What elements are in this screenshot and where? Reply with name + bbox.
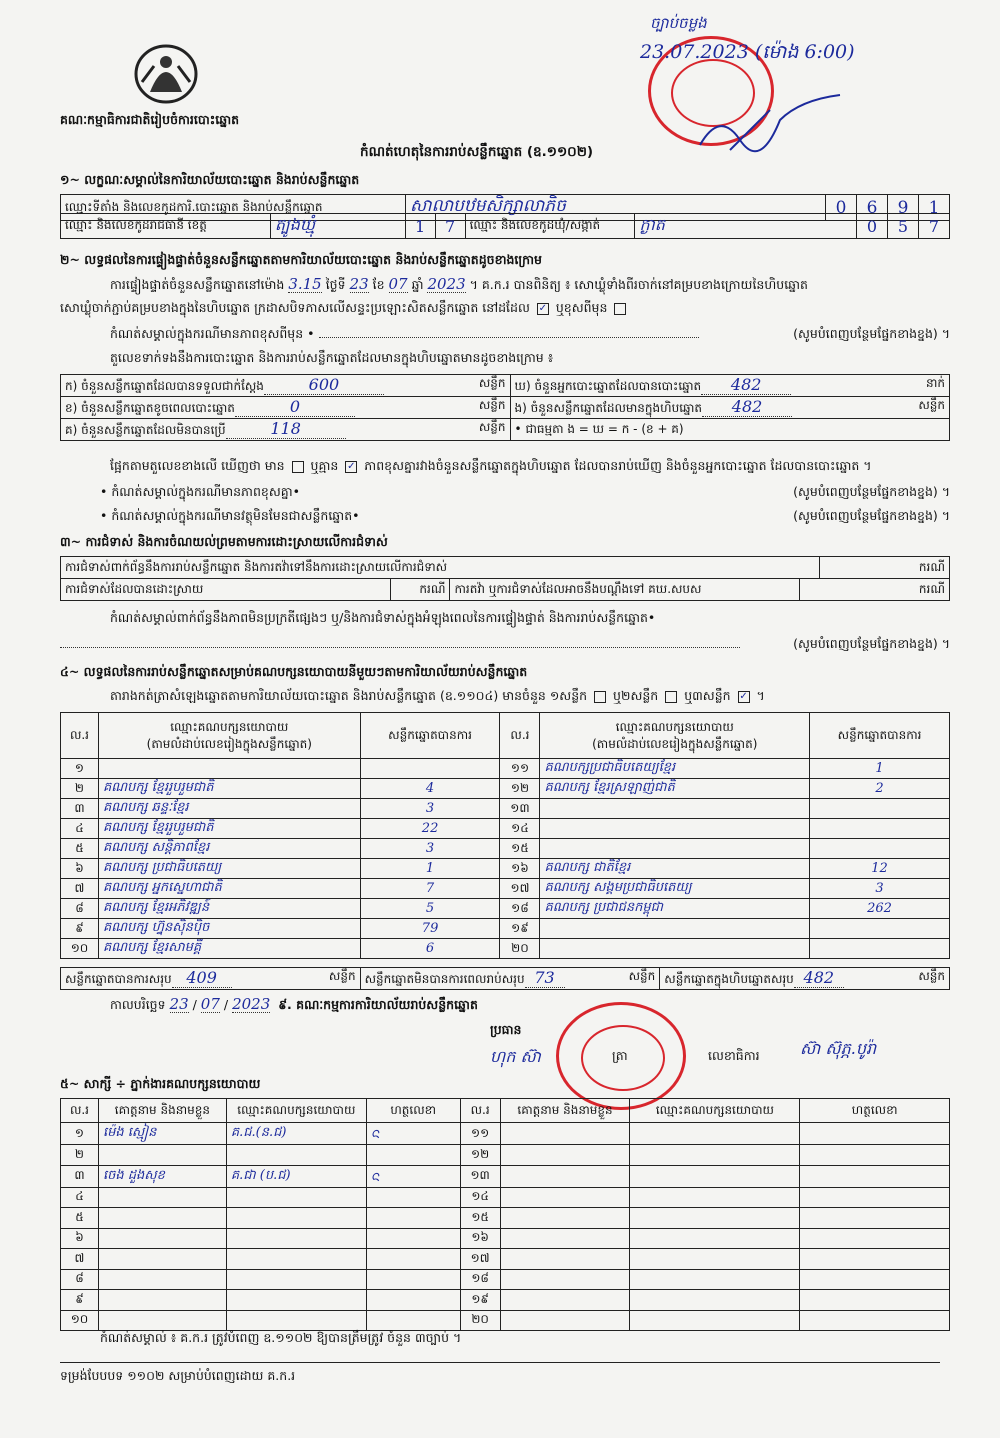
party-header-text: ឈ្មោះគណបក្សនយោបាយ <box>170 719 289 734</box>
witness-name <box>98 1310 226 1331</box>
seal-check-text: សោឃ្លុំចាក់ភ្ជាប់គម្របខាងក្នុងនៃហិបឆ្នោត ក្រដាសបិទភាសលើសន្ទះប្រឡោះសិតសន្លឹកឆ្នោត នៅដដែល <box>60 300 530 315</box>
party-votes: 79 <box>360 919 500 939</box>
unit-label: សន្លឹក <box>478 398 506 412</box>
polling-station-label: ឈ្មោះទីតាំង និងលេខកូដការិ.បោះឆ្នោត និងរាប់សន្លឹកឆ្នោត <box>61 195 406 221</box>
invalid-total-value: 73 <box>525 968 565 988</box>
spoiled-ballots-label: ខ) ចំនួនសន្លឹកឆ្នោតខូចពេលបោះឆ្នោត <box>65 401 235 415</box>
box-ballots-label: ង) ចំនួនសន្លឹកឆ្នោតដែលមានក្នុងហិបឆ្នោត <box>514 401 703 415</box>
row-no: ១៨ <box>460 1269 500 1290</box>
row-no: ១៨ <box>500 899 540 919</box>
party-votes: 262 <box>810 899 950 919</box>
witness-signature <box>800 1249 950 1270</box>
row-no: ៨ <box>61 899 99 919</box>
party-votes: 12 <box>810 859 950 879</box>
row-no: ៩ <box>61 919 99 939</box>
province-name: ត្បូងឃ្មុំ <box>274 215 316 234</box>
date-day: 23 <box>169 995 189 1013</box>
witness-name: ម៉េង ស្មៀន <box>98 1123 226 1145</box>
row-no: ១៦ <box>460 1228 500 1249</box>
witness-signature <box>366 1310 460 1331</box>
party-name: គណបក្ស សង្គមប្រជាធិបតេយ្យ <box>540 879 810 899</box>
witness-party <box>630 1290 800 1311</box>
witness-signature <box>800 1310 950 1331</box>
witness-name <box>98 1208 226 1229</box>
witness-signature <box>800 1165 950 1187</box>
table-row <box>61 799 950 819</box>
verify-day: 23 <box>349 275 369 293</box>
row-no: ១៤ <box>460 1187 500 1208</box>
table-row <box>61 859 950 879</box>
col-no-header: ល.រ <box>61 1099 99 1123</box>
row-no: ៧ <box>61 879 99 899</box>
foreign-object-note <box>100 508 950 524</box>
table-row <box>61 899 950 919</box>
witness-name <box>500 1187 630 1208</box>
appeal-label: ការតវ៉ា ឬការជំទាស់ដែលអាចនឹងបណ្ដឹងទៅ គឃ.សបស <box>450 579 800 601</box>
day-label: ថ្ងៃទី <box>325 277 346 292</box>
discrepancy-note <box>100 484 950 500</box>
witness-party <box>226 1145 366 1166</box>
two-sheet-label: ឬ២សន្លឹក <box>613 688 659 703</box>
discrepancy-line <box>110 458 872 474</box>
row-no: ៤ <box>61 1187 99 1208</box>
party-votes <box>810 799 950 819</box>
unchanged-checkbox[interactable]: ✓ <box>538 302 548 314</box>
difference-note-label: កំណត់សម្គាល់ក្នុងករណីមានភាពខុសពីមុន • <box>110 326 315 341</box>
seal-check-line <box>60 300 629 316</box>
section5-heading: ៥~ សាក្សី ÷ ភ្នាក់ងារគណបក្សនយោបាយ <box>60 1076 261 1091</box>
witness-signature <box>366 1145 460 1166</box>
witness-signature <box>800 1269 950 1290</box>
table-row <box>61 919 950 939</box>
chair-signature: ហុក ស៊ា <box>490 1047 541 1066</box>
party-votes: 3 <box>360 839 500 859</box>
station-code-digit: 6 <box>857 195 888 221</box>
year-label: ឆ្នាំ <box>411 277 424 292</box>
ballot-figures-table <box>60 374 950 441</box>
party-votes: 2 <box>810 779 950 799</box>
witness-name <box>98 1187 226 1208</box>
unit-label: សន្លឹក <box>328 969 356 983</box>
polling-station-name: សាលាបឋមសិក្សាលាភិច <box>410 196 566 216</box>
party-name: គណបក្ស ខ្មែរស្រឡាញ់ជាតិ <box>540 779 810 799</box>
resolved-label: ការជំទាស់ដែលបានដោះស្រាយ <box>61 579 391 601</box>
section1-table-row2 <box>60 213 950 239</box>
row-no: ២ <box>61 1145 99 1166</box>
party-votes: 5 <box>360 899 500 919</box>
witness-signature: ᨶ <box>366 1123 460 1145</box>
row-no: ១៧ <box>460 1249 500 1270</box>
col-party-header <box>98 713 360 759</box>
party-name: គណបក្សប្រជាធិបតេយ្យខ្មែរ <box>540 759 810 779</box>
party-name <box>540 819 810 839</box>
col-name-header: គោត្តនាម និងនាមខ្លួន <box>98 1099 226 1123</box>
irregularity-note: កំណត់សម្គាល់ពាក់ព័ន្ធនឹងភាពមិនប្រក្រតីផ្សេងៗ ឬ/និងការជំទាស់ក្នុងអំឡុងពេលនៃការផ្ទៀងផ្ទាត់ និងការរាប់សន្លឹកឆ្នោត• <box>110 610 656 625</box>
party-name: គណបក្ស ខ្មែរអភិវឌ្ឍន៍ <box>98 899 360 919</box>
witness-signature <box>800 1228 950 1249</box>
table-row <box>61 1228 950 1249</box>
unused-ballots-label: គ) ចំនួនសន្លឹកឆ្នោតដែលមិនបានប្រើ <box>65 423 226 437</box>
row-no: ១៥ <box>460 1208 500 1229</box>
witness-party: គ.ជា (ប.ជ) <box>226 1165 366 1187</box>
unused-ballots-value: 118 <box>226 419 346 439</box>
table-row <box>61 879 950 899</box>
party-name: គណបក្ស ខ្មែររួបរួមជាតិ <box>98 819 360 839</box>
unit-label: សន្លឹក <box>918 969 945 983</box>
witness-signature <box>366 1269 460 1290</box>
row-no: ១០ <box>61 939 99 959</box>
seal-label: ត្រា <box>612 1048 628 1063</box>
party-votes: 6 <box>360 939 500 959</box>
case-label: ករណី <box>390 579 450 601</box>
col-votes-header: សន្លឹកឆ្នោតបានការ <box>810 713 950 759</box>
party-name: គណបក្ស ខ្មែរសាមគ្គី <box>98 939 360 959</box>
verify-time-line <box>110 276 808 293</box>
foreign-object-label: • កំណត់សម្គាល់ក្នុងករណីមានវត្ថុមិនមែនជាសន្លឹកឆ្នោត• <box>100 508 360 523</box>
verify-time-text: ការផ្ទៀងផ្ទាត់ចំនួនសន្លឹកឆ្នោតនៅម៉ោង <box>110 277 285 292</box>
party-name: គណបក្ស ហ្វ៊ុនស៊ិនប៉ិច <box>98 919 360 939</box>
witness-party <box>226 1290 366 1311</box>
witness-signature: ᨶ <box>366 1165 460 1187</box>
footnote: កំណត់សម្គាល់ ៖ គ.ក.រ ត្រូវបំពេញ ឧ.១១០២ ឱ្យបានត្រឹមត្រូវ ចំនួន ៣ច្បាប់ ។ <box>100 1330 462 1345</box>
witness-signature <box>366 1249 460 1270</box>
col-no-header: ល.រ <box>460 1099 500 1123</box>
complaints-table <box>60 556 950 579</box>
row-no: ៤ <box>61 819 99 839</box>
row-no: ៦ <box>61 859 99 879</box>
figures-intro: តួលេខទាក់ទងនឹងការបោះឆ្នោត និងការរាប់សន្លឹកឆ្នោតដែលមានក្នុងហិបឆ្នោតមានដូចខាងក្រោម ៖ <box>110 350 554 365</box>
verify-year: 2023 <box>427 275 466 293</box>
invalid-total-label: សន្លឹកឆ្នោតមិនបានការពេលរាប់សរុប <box>364 972 525 986</box>
section2-heading: ២~ លទ្ធផលនៃការផ្ទៀងផ្ទាត់ចំនួនសន្លឹកឆ្នោតតាមការិយាល័យបោះឆ្នោត និងរាប់សន្លឹកឆ្នោតដូចខាងក្រោម <box>60 252 542 267</box>
witness-name <box>500 1249 630 1270</box>
committee-name: គណៈកម្មាធិការជាតិរៀបចំការបោះឆ្នោត <box>60 112 240 127</box>
witness-name <box>98 1290 226 1311</box>
row-no: ២០ <box>500 939 540 959</box>
witness-party <box>630 1249 800 1270</box>
witness-signature <box>800 1208 950 1229</box>
witness-party <box>226 1187 366 1208</box>
form-footer: ទម្រង់បែបបទ ១១០២ សម្រាប់បំពេញដោយ គ.ក.រ <box>60 1368 296 1383</box>
witness-party <box>226 1208 366 1229</box>
witness-signature <box>366 1208 460 1229</box>
party-votes: 4 <box>360 779 500 799</box>
secretary-signature: ស៊ា ស៊ុភ្ភ.បូរ៉ា <box>800 1039 877 1058</box>
unit-label: សន្លឹក <box>478 420 506 434</box>
changed-checkbox[interactable] <box>614 303 626 315</box>
row-no: ១៣ <box>500 799 540 819</box>
col-no-header: ល.រ <box>500 713 540 759</box>
row-no: ៥ <box>61 1208 99 1229</box>
tally-sheet-text: តារាងកត់ត្រាសំឡេងឆ្នោតតាមការិយាល័យបោះឆ្នោត និងរាប់សន្លឹកឆ្នោត (ឧ.១១០៤) មានចំនួន ១សន្លឹក <box>110 688 588 703</box>
witness-name <box>500 1269 630 1290</box>
row-no: ១ <box>61 1123 99 1145</box>
row-no: ១៥ <box>500 839 540 859</box>
province-label: ឈ្មោះ និងលេខកូដរាជធានី ខេត្ត <box>61 214 271 239</box>
month-label: ខែ <box>372 277 385 292</box>
discrepancy-note-label: • កំណត់សម្គាល់ក្នុងករណីមានភាពខុសគ្នា• <box>100 484 300 499</box>
row-no: ១១ <box>500 759 540 779</box>
box-ballots-value: 482 <box>702 397 792 417</box>
witness-party <box>630 1310 800 1331</box>
table-row <box>61 939 950 959</box>
voters-label: ឃ) ចំនួនអ្នកបោះឆ្នោតដែលបានបោះឆ្នោត <box>514 379 702 393</box>
spoiled-ballots-value: 0 <box>235 397 355 417</box>
witness-name <box>500 1208 630 1229</box>
row-no: ១ <box>61 759 99 779</box>
case-label: ករណី <box>820 557 950 579</box>
received-ballots-label: ក) ចំនួនសន្លឹកឆ្នោតដែលបានទទួលជាក់ស្ដែង <box>65 379 264 393</box>
party-votes: 22 <box>360 819 500 839</box>
witness-party: គ.ជ.(ន.ជ) <box>226 1123 366 1145</box>
commune-label: ឈ្មោះ និងលេខកូដឃុំ/សង្កាត់ <box>465 214 635 239</box>
witness-signature <box>800 1290 950 1311</box>
row-no: ២០ <box>460 1310 500 1331</box>
table-row <box>61 819 950 839</box>
section3-heading: ៣~ ការជំទាស់ និងការចំណយល់ព្រមតាមការដោះស្រាយលើការជំទាស់ <box>60 534 388 549</box>
has-discrepancy-checkbox[interactable] <box>292 461 304 473</box>
col-votes-header: សន្លឹកឆ្នោតបានការ <box>360 713 500 759</box>
witness-name <box>500 1145 630 1166</box>
table-row <box>61 839 950 859</box>
table-row <box>61 1145 950 1166</box>
party-votes <box>810 919 950 939</box>
witness-name <box>500 1123 630 1145</box>
row-no: ២ <box>61 779 99 799</box>
witness-party <box>226 1269 366 1290</box>
unit-label: សន្លឹក <box>628 969 656 983</box>
col-name-header: គោត្តនាម និងនាមខ្លួន <box>500 1099 630 1123</box>
party-votes <box>360 759 500 779</box>
date-month: 07 <box>200 995 220 1013</box>
box-total-label: សន្លឹកឆ្នោតក្នុងហិបឆ្នោតសរុប <box>664 972 794 986</box>
witness-party <box>630 1165 800 1187</box>
top-signature <box>690 90 870 160</box>
table-row <box>61 1249 950 1270</box>
verify-locks-text: ។ គ.ក.រ បានពិនិត្យ ៖ សោឃ្លុំទាំងពីរចាក់នៅគម្របខាងក្រោយនៃហិបឆ្នោត <box>469 277 808 292</box>
voters-value: 482 <box>701 375 791 395</box>
stamp-date-note: 23.07.2023 (ម៉ោង 6:00) <box>640 41 855 63</box>
party-name <box>98 759 360 779</box>
table-row <box>61 1208 950 1229</box>
witness-name <box>98 1228 226 1249</box>
party-header-text: ឈ្មោះគណបក្សនយោបាយ <box>615 719 734 734</box>
valid-total-label: សន្លឹកឆ្នោតបានការសរុប <box>65 972 172 986</box>
witness-party <box>226 1228 366 1249</box>
witness-party <box>226 1249 366 1270</box>
party-name: គណបក្ស ប្រជាជនកម្ពុជា <box>540 899 810 919</box>
province-code-digit: 1 <box>405 214 435 239</box>
secretary-label: លេខាធិការ <box>708 1048 760 1063</box>
row-no: ១៩ <box>500 919 540 939</box>
col-sign-header: ហត្ថលេខា <box>366 1099 460 1123</box>
witness-name <box>500 1165 630 1187</box>
counting-committee: ៩. គណៈកម្មការការិយាល័យរាប់សន្លឹកឆ្នោត <box>278 997 478 1012</box>
form-title: កំណត់ហេតុនៃការរាប់សន្លឹកឆ្នោត (ឧ.១១០២) <box>360 144 594 160</box>
tally-sheet-line: តារាងកត់ត្រាសំឡេងឆ្នោតតាមការិយាល័យបោះឆ្នោត និងរាប់សន្លឹកឆ្នោត (ឧ.១១០៤) មានចំនួន ១សន្លឹក ឬ២សន្លឹក ឬ៣សន្លឹក ✓ ។ <box>110 688 765 703</box>
commune-code-digit: 5 <box>888 214 919 239</box>
witness-party <box>630 1145 800 1166</box>
party-name <box>540 839 810 859</box>
valid-total-value: 409 <box>172 968 232 988</box>
fill-hint: (សូមបំពេញបន្ថែមផ្នែកខាងខ្នង) ។ <box>793 636 950 651</box>
witness-party <box>630 1269 800 1290</box>
unit-label: សន្លឹក <box>918 398 945 412</box>
party-votes: 3 <box>810 879 950 899</box>
witness-table <box>60 1098 950 1331</box>
row-no: ៣ <box>61 799 99 819</box>
party-votes: 3 <box>360 799 500 819</box>
table-row <box>61 1165 950 1187</box>
table-row <box>61 1187 950 1208</box>
witness-name: ចេង ដួងសុខ <box>98 1165 226 1187</box>
row-no: ១២ <box>460 1145 500 1166</box>
persons-unit: នាក់ <box>925 376 945 390</box>
party-votes <box>810 819 950 839</box>
party-name: គណបក្ស ជាតិខ្មែរ <box>540 859 810 879</box>
section1-heading: ១~ លក្ខណៈសម្គាល់នៃការិយាល័យបោះឆ្នោត និងរាប់សន្លឹកឆ្នោត <box>60 172 360 187</box>
table-row <box>61 1310 950 1331</box>
commune-code-digit: 0 <box>857 214 888 239</box>
received-ballots-value: 600 <box>264 375 384 395</box>
row-no: ១៤ <box>500 819 540 839</box>
table-row <box>61 779 950 799</box>
complaints-table-row2 <box>60 578 950 601</box>
col-party-header: ឈ្មោះគណបក្សនយោបាយ <box>630 1099 800 1123</box>
station-code-digit: 0 <box>826 195 857 221</box>
station-code-digit: 9 <box>888 195 919 221</box>
col-party-header <box>540 713 810 759</box>
table-row <box>61 1269 950 1290</box>
witness-name <box>98 1269 226 1290</box>
col-sign-header: ហត្ថលេខា <box>800 1099 950 1123</box>
witness-signature <box>366 1187 460 1208</box>
discrepancy-has-label: ផ្អែកតាមតួលេខខាងលើ ឃើញថា មាន <box>110 458 285 473</box>
witness-signature <box>800 1123 950 1145</box>
col-party-header: ឈ្មោះគណបក្សនយោបាយ <box>226 1099 366 1123</box>
station-code-digit: 1 <box>919 195 950 221</box>
party-name <box>540 919 810 939</box>
witness-signature <box>366 1290 460 1311</box>
witness-signature <box>366 1228 460 1249</box>
witness-party <box>226 1310 366 1331</box>
fill-hint: (សូមបំពេញបន្ថែមផ្នែកខាងខ្នង) ។ <box>793 508 950 523</box>
table-row <box>61 1290 950 1311</box>
row-no: ៩ <box>61 1290 99 1311</box>
row-no: ៥ <box>61 839 99 859</box>
table-row <box>61 759 950 779</box>
no-discrepancy-checkbox[interactable]: ✓ <box>347 460 356 472</box>
one-sheet-checkbox[interactable] <box>594 691 606 703</box>
difference-note-line <box>110 326 950 342</box>
party-votes <box>810 839 950 859</box>
no-discrepancy-label: ឬគ្មាន <box>310 458 339 473</box>
formula: • ជាធម្មតា ង = ឃ = ក - (ខ + គ) <box>510 419 949 441</box>
row-no: ៣ <box>61 1165 99 1187</box>
date-line: កាលបរិច្ឆេទ 23 / 07 / 2023 ៩. គណៈកម្មការការិយាល័យរាប់សន្លឹកឆ្នោត <box>110 995 478 1013</box>
row-no: ១៣ <box>460 1165 500 1187</box>
party-results-table <box>60 712 950 959</box>
witness-name <box>500 1310 630 1331</box>
three-sheet-label: ឬ៣សន្លឹក <box>684 688 731 703</box>
party-votes <box>810 939 950 959</box>
table-row <box>61 1123 950 1145</box>
date-year: 2023 <box>232 995 271 1013</box>
date-label: កាលបរិច្ឆេទ <box>110 997 166 1012</box>
party-name <box>540 939 810 959</box>
party-votes: 7 <box>360 879 500 899</box>
complaints-label: ការជំទាស់ពាក់ព័ន្ធនឹងការរាប់សន្លឹកឆ្នោត និងការតវ៉ាទៅនឹងការដោះស្រាយលើការជំទាស់ <box>61 557 820 579</box>
emblem-logo <box>130 42 202 106</box>
chair-label: ប្រធាន <box>490 1022 522 1037</box>
col-no-header: ល.រ <box>61 713 99 759</box>
unit-label: សន្លឹក <box>478 376 506 390</box>
party-votes: 1 <box>810 759 950 779</box>
party-name: គណបក្ស អ្នកស្នេហាជាតិ <box>98 879 360 899</box>
changed-label: ឬខុសពីមុន <box>555 300 608 315</box>
irregularity-fill <box>60 636 950 652</box>
fill-hint: (សូមបំពេញបន្ថែមផ្នែកខាងខ្នង) ។ <box>793 326 950 341</box>
verify-month: 07 <box>388 275 408 293</box>
fill-hint: (សូមបំពេញបន្ថែមផ្នែកខាងខ្នង) ។ <box>793 484 950 499</box>
two-sheet-checkbox[interactable] <box>665 691 677 703</box>
commune-name: ក្ងាត <box>639 215 665 234</box>
row-no: ១៩ <box>460 1290 500 1311</box>
party-name: គណបក្ស សន្តិភាពខ្មែរ <box>98 839 360 859</box>
section4-heading: ៤~ លទ្ធផលនៃការរាប់សន្លឹកឆ្នោតសម្រាប់គណបក្សនយោបាយនីមួយៗតាមការិយាល័យរាប់សន្លឹកឆ្នោត <box>60 664 528 679</box>
case-label: ករណី <box>800 579 950 601</box>
party-name <box>540 799 810 819</box>
row-no: ១២ <box>500 779 540 799</box>
box-total-value: 482 <box>794 968 844 988</box>
totals-row <box>60 967 950 990</box>
witness-name <box>98 1249 226 1270</box>
party-name: គណបក្ស ខ្មែររួបរួមជាតិ <box>98 779 360 799</box>
witness-party <box>630 1123 800 1145</box>
row-no: ៧ <box>61 1249 99 1270</box>
party-name: គណបក្ស ប្រជាធិបតេយ្យ <box>98 859 360 879</box>
row-no: ១៧ <box>500 879 540 899</box>
row-no: ៨ <box>61 1269 99 1290</box>
province-code-digit: 7 <box>435 214 465 239</box>
witness-name <box>500 1290 630 1311</box>
party-votes: 1 <box>360 859 500 879</box>
witness-name <box>98 1145 226 1166</box>
witness-name <box>500 1228 630 1249</box>
row-no: ១០ <box>61 1310 99 1331</box>
row-no: ១១ <box>460 1123 500 1145</box>
row-no: ៦ <box>61 1228 99 1249</box>
three-sheet-checkbox[interactable]: ✓ <box>739 690 748 702</box>
verify-time-value: 3.15 <box>288 275 322 293</box>
party-header-sub: (តាមលំដាប់លេខរៀងក្នុងសន្លឹកឆ្នោត) <box>146 736 312 751</box>
copy-label: ច្បាប់ចម្លង <box>650 14 707 32</box>
discrepancy-text: ភាពខុសគ្នារវាងចំនួនសន្លឹកឆ្នោតក្នុងហិបឆ្នោត ដែលបានរាប់ឃើញ និងចំនួនអ្នកបោះឆ្នោត ដែលបានបោះឆ្នោត ។ <box>364 458 872 473</box>
party-name: គណបក្ស ឆន្ទៈខ្មែរ <box>98 799 360 819</box>
party-header-sub: (តាមលំដាប់លេខរៀងក្នុងសន្លឹកឆ្នោត) <box>592 736 758 751</box>
witness-signature <box>800 1187 950 1208</box>
committee-seal <box>556 1002 686 1110</box>
witness-party <box>630 1208 800 1229</box>
commune-code-digit: 7 <box>918 214 949 239</box>
row-no: ១៦ <box>500 859 540 879</box>
witness-party <box>630 1228 800 1249</box>
witness-signature <box>800 1145 950 1166</box>
witness-party <box>630 1187 800 1208</box>
